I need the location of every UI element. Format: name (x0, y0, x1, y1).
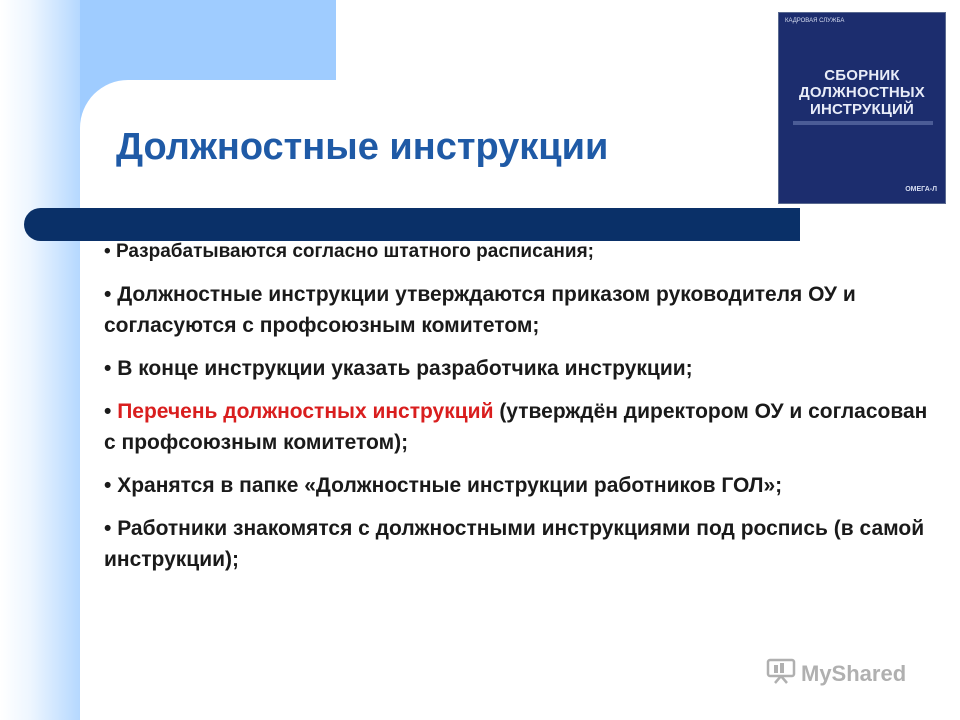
list-item-text: Должностные инструкции утверждаются приказом руководителя ОУ и согласуются с профсоюзным комитетом; (104, 283, 856, 337)
left-gradient-strip (0, 0, 80, 720)
bullet-icon: • (104, 241, 111, 262)
bullet-list (104, 236, 934, 575)
list-item (104, 353, 934, 384)
myshared-watermark (766, 660, 906, 688)
list-item-text: (утверждён директором ОУ и согласован с профсоюзным комитетом); (104, 400, 928, 454)
list-item (104, 396, 934, 458)
bullet-icon: • (104, 357, 112, 380)
bullet-icon: • (104, 517, 112, 540)
list-item (104, 513, 934, 575)
book-cover-image (778, 12, 946, 204)
list-item-highlight: Перечень должностных инструкций (117, 400, 494, 423)
list-item (104, 236, 934, 267)
bullet-icon: • (104, 283, 112, 306)
bullet-icon: • (104, 400, 112, 423)
list-item-text: Хранятся в папке «Должностные инструкции работников ГОЛ»; (117, 474, 783, 497)
list-item-text: В конце инструкции указать разработчика инструкции; (117, 357, 693, 380)
list-item (104, 470, 934, 501)
book-title (779, 67, 945, 118)
list-item-text: Разрабатываются согласно штатного расписания; (115, 241, 594, 262)
list-item-text: Работники знакомятся с должностными инструкциями под роспись (в самой инструкции); (104, 517, 925, 571)
list-item (104, 279, 934, 341)
book-compiler-line (793, 121, 933, 125)
book-title-line-3: ИНСТРУКЦИЙ (809, 101, 915, 118)
presentation-board-icon (766, 658, 796, 690)
watermark-label: MyShared (801, 661, 907, 686)
bullet-icon: • (104, 474, 112, 497)
book-title-line-1: СБОРНИК (824, 67, 900, 84)
book-title-line-2: ДОЛЖНОСТНЫХ (799, 84, 925, 101)
slide-title: Должностные инструкции (116, 126, 609, 168)
book-publisher: ОМЕГА-Л (905, 186, 937, 193)
book-series-label: КАДРОВАЯ СЛУЖБА (785, 18, 845, 24)
